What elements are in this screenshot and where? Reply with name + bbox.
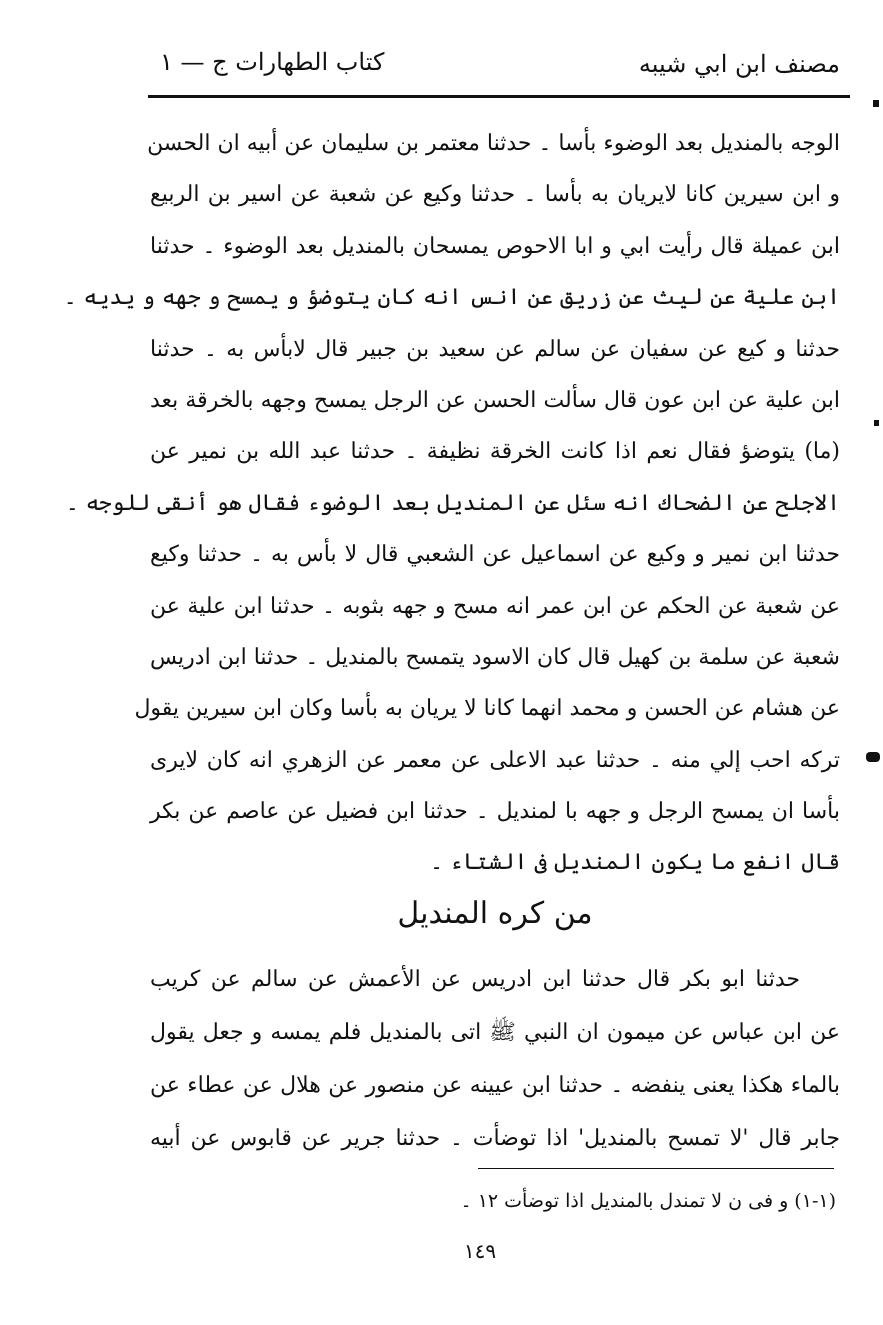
- text-line: بالماء هكذا يعنى ينفضه ۔ حدثنا ابن عيينه عن منصور عن هلال عن عطاء عن: [150, 1073, 840, 1098]
- running-header: [150, 44, 840, 90]
- chapter-title: كتاب الطهارات ج — ١: [160, 48, 385, 76]
- margin-mark: [874, 420, 879, 426]
- text-line: و ابن سيرين كانا لايريان به بأسا ۔ حدثنا وكيع عن شعبة عن اسير بن الربيع: [150, 182, 840, 208]
- book-title: مصنف ابن ابي شيبه: [638, 50, 840, 78]
- header-rule: [148, 95, 850, 98]
- text-line: عن هشام عن الحسن و محمد انهما كانا لا يريان به بأسا وكان ابن سيرين يقول: [134, 696, 840, 722]
- margin-mark: [873, 100, 879, 107]
- text-line: عن شعبة عن الحكم عن ابن عمر انه مسح و جهه بثوبه ۔ حدثنا ابن علية عن: [150, 593, 840, 619]
- text-line: (ما) يتوضؤ فقال نعم اذا كانت الخرقة نظيفة ۔ حدثنا عبد الله بن نمير عن: [150, 439, 840, 465]
- footnote-rule: [478, 1168, 834, 1169]
- text-line: شعبة عن سلمة بن كهيل قال كان الاسود يتمسح بالمنديل ۔ حدثنا ابن ادريس: [150, 644, 840, 670]
- text-line-last: قال انفع ما يكون المنديل فى الشتاء ۔: [430, 850, 840, 876]
- page-number: ١٤٩: [463, 1239, 497, 1263]
- text-line: حدثنا ابن نمير و وكيع عن اسماعيل عن الشعبي قال لا بأس به ۔ حدثنا وكيع: [150, 542, 840, 568]
- text-line: عن ابن عباس عن ميمون ان النبي ﷺ اتى بالمنديل فلم يمسه و جعل يقول: [150, 1020, 840, 1045]
- text-line: بأسا ان يمسح الرجل و جهه با لمنديل ۔ حدثنا ابن فضيل عن عاصم عن بكر: [150, 799, 840, 825]
- section-text: [150, 953, 840, 1165]
- section-heading: من كره المنديل: [397, 896, 593, 931]
- text-line: جابر قال 'لا تمسح بالمنديل' اذا توضأت ۔ حدثنا جرير عن قابوس عن أبيه: [150, 1126, 840, 1151]
- footnote: (١-١) و فى ن لا تمندل بالمنديل اذا توضأت ١٢ ۔: [460, 1190, 836, 1212]
- text-line: تركه احب إلي منه ۔ حدثنا عبد الاعلى عن معمر عن الزهري انه كان لايرى: [150, 747, 840, 773]
- margin-mark: [866, 752, 880, 762]
- text-line: ابن علية عن ابن عون قال سألت الحسن عن الرجل يمسح وجهه بالخرقة بعد: [150, 387, 840, 413]
- text-line: حدثنا ابو بكر قال حدثنا ابن ادريس عن الأعمش عن سالم عن كريب: [150, 967, 800, 992]
- text-line: الوجه بالمنديل بعد الوضوء بأسا ۔ حدثنا معتمر بن سليمان عن أبيه ان الحسن: [147, 131, 840, 156]
- text-line: ابن عميلة قال رأيت ابي و ابا الاحوص يمسحان بالمنديل بعد الوضوء ۔ حدثنا: [150, 233, 840, 259]
- text-line: الاجلح عن الضحاك انه سئل عن المنديل بعد الوضوء فقال هو أنقى للوجه ۔: [65, 490, 840, 516]
- text-line: حدثنا و كيع عن سفيان عن سالم عن سعيد بن جبير قال لابأس به ۔ حدثنا: [150, 336, 840, 362]
- main-text: [63, 118, 840, 889]
- text-line: ابن علية عن ليث عن زريق عن انس انه كان يتوضؤ و يمسح و جهه و يديه ۔: [63, 285, 840, 311]
